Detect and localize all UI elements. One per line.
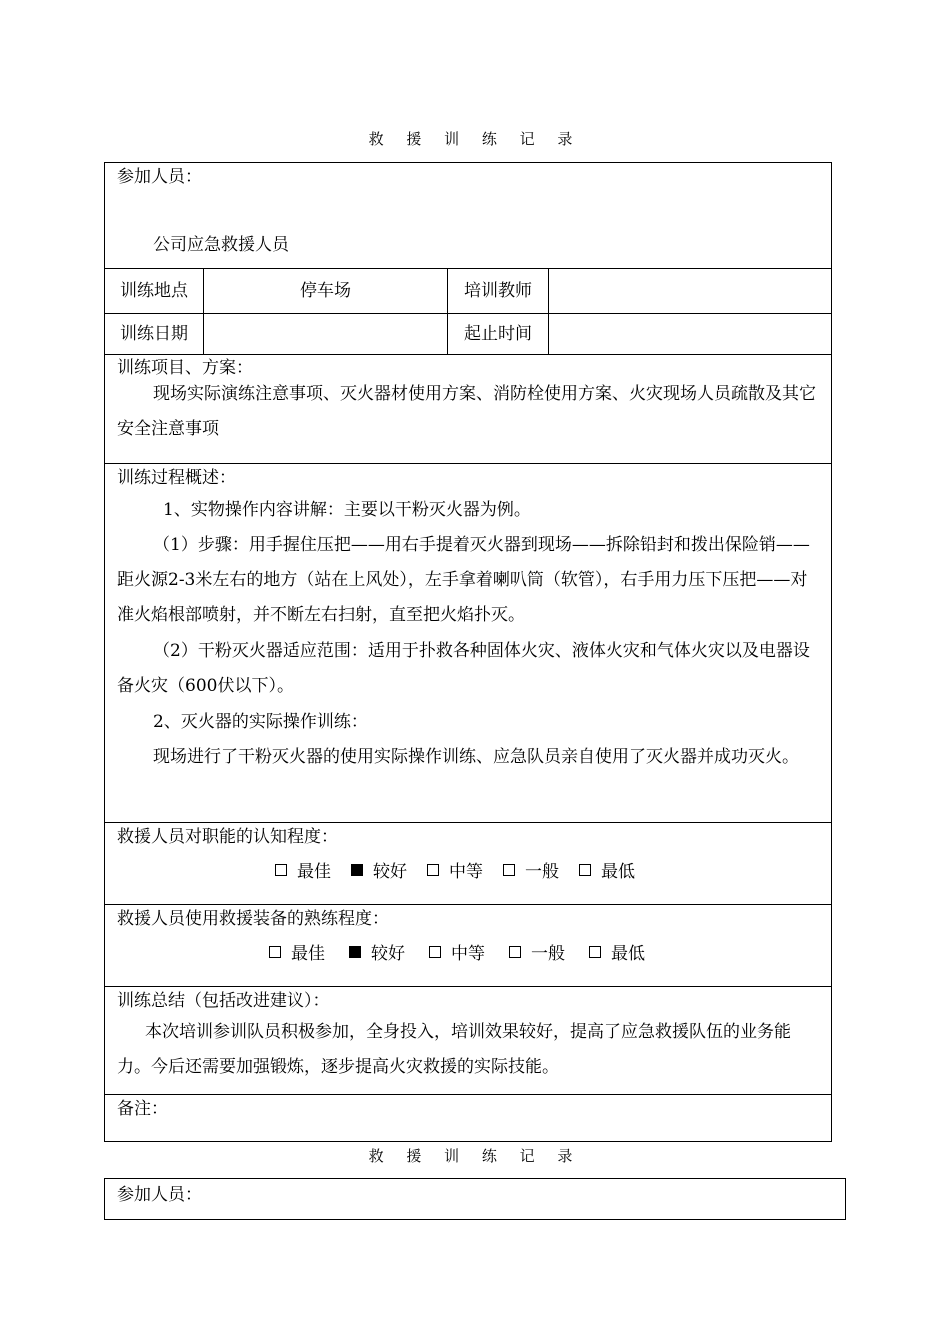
rating-option[interactable]	[427, 857, 483, 882]
checkbox-icon[interactable]	[509, 946, 521, 958]
summary-label: 训练总结（包括改进建议）：	[117, 991, 330, 1011]
rating-option-label: 较好	[373, 862, 407, 882]
summary-text[interactable]: 本次培训参训队员积极参加，全身投入，培训效果较好，提高了应急救援队伍的业务能力。今后还需要加强锻炼，逐步提高火灾救援的实际技能。	[117, 1022, 791, 1077]
participants-section	[105, 163, 831, 269]
rating-option-label: 较好	[371, 944, 405, 964]
rating-option-label: 中等	[451, 944, 485, 964]
project-text[interactable]: 现场实际演练注意事项、灭火器材使用方案、消防栓使用方案、火灾现场人员疏散及其它安全注意事项	[117, 384, 816, 439]
equipment-skill-label: 救援人员使用救援装备的熟练程度：	[117, 909, 389, 929]
participants-value[interactable]: 公司应急救援人员	[153, 235, 289, 255]
participants-label-2: 参加人员：	[117, 1185, 202, 1205]
location-label: 训练地点	[105, 269, 204, 313]
page-title: 救 援 训 练 记 录	[368, 130, 582, 148]
instructor-value[interactable]	[549, 269, 831, 313]
rating-option-label: 最佳	[291, 944, 325, 964]
rating-option[interactable]	[269, 939, 325, 964]
process-paragraph-4[interactable]: 2、灭火器的实际操作训练：	[153, 712, 368, 732]
duty-awareness-section	[105, 823, 831, 905]
rating-option[interactable]	[579, 857, 635, 882]
checkbox-icon[interactable]	[579, 864, 591, 876]
participants-label: 参加人员：	[117, 167, 202, 187]
process-label: 训练过程概述：	[117, 468, 236, 488]
checked-checkbox-icon[interactable]	[351, 864, 363, 876]
date-row	[105, 314, 831, 355]
checkbox-icon[interactable]	[589, 946, 601, 958]
checkbox-icon[interactable]	[503, 864, 515, 876]
time-value[interactable]	[549, 314, 831, 354]
equipment-skill-ratings	[269, 939, 645, 964]
equipment-skill-section	[105, 905, 831, 987]
process-section	[105, 464, 831, 823]
rating-option-label: 一般	[525, 862, 559, 882]
remarks-label: 备注：	[117, 1099, 168, 1119]
project-section	[105, 355, 831, 464]
location-value[interactable]: 停车场	[204, 269, 448, 313]
rating-option[interactable]	[509, 939, 565, 964]
rating-option-label: 最佳	[297, 862, 331, 882]
checkbox-icon[interactable]	[429, 946, 441, 958]
rating-option[interactable]	[349, 939, 405, 964]
page-title-2: 救 援 训 练 记 录	[368, 1147, 582, 1165]
location-row	[105, 269, 831, 314]
checkbox-icon[interactable]	[427, 864, 439, 876]
checkbox-icon[interactable]	[275, 864, 287, 876]
rating-option[interactable]	[429, 939, 485, 964]
rating-option[interactable]	[275, 857, 331, 882]
date-value[interactable]	[204, 314, 448, 354]
process-paragraph-3[interactable]: （2）干粉灭火器适应范围：适用于扑救各种固体火灾、液体火灾和气体火灾以及电器设备火灾（600伏以下）。	[117, 641, 810, 696]
rating-option[interactable]	[503, 857, 559, 882]
date-label: 训练日期	[105, 314, 204, 354]
summary-section	[105, 987, 831, 1095]
rating-option-label: 中等	[449, 862, 483, 882]
process-paragraph-1[interactable]: 1、实物操作内容讲解：主要以干粉灭火器为例。	[163, 500, 531, 520]
training-record-form	[104, 162, 832, 1142]
rating-option-label: 一般	[531, 944, 565, 964]
rating-option[interactable]	[589, 939, 645, 964]
rating-option[interactable]	[351, 857, 407, 882]
duty-awareness-label: 救援人员对职能的认知程度：	[117, 827, 338, 847]
instructor-label: 培训教师	[448, 269, 549, 313]
duty-awareness-ratings	[275, 857, 635, 882]
time-label: 起止时间	[448, 314, 549, 354]
checked-checkbox-icon[interactable]	[349, 946, 361, 958]
training-record-form-2	[104, 1178, 846, 1220]
project-label: 训练项目、方案：	[117, 358, 253, 378]
process-paragraph-5[interactable]: 现场进行了干粉灭火器的使用实际操作训练、应急队员亲自使用了灭火器并成功灭火。	[153, 747, 799, 767]
remarks-section	[105, 1095, 831, 1141]
process-paragraph-2[interactable]: （1）步骤：用手握住压把——用右手提着灭火器到现场——拆除铅封和拨出保险销——距火源2-3米左右的地方（站在上风处），左手拿着喇叭筒（软管），右手用力压下压把——对准火焰根部喷射，并不断左右扫射，直至把火焰扑灭。	[117, 535, 810, 625]
rating-option-label: 最低	[601, 862, 635, 882]
rating-option-label: 最低	[611, 944, 645, 964]
checkbox-icon[interactable]	[269, 946, 281, 958]
